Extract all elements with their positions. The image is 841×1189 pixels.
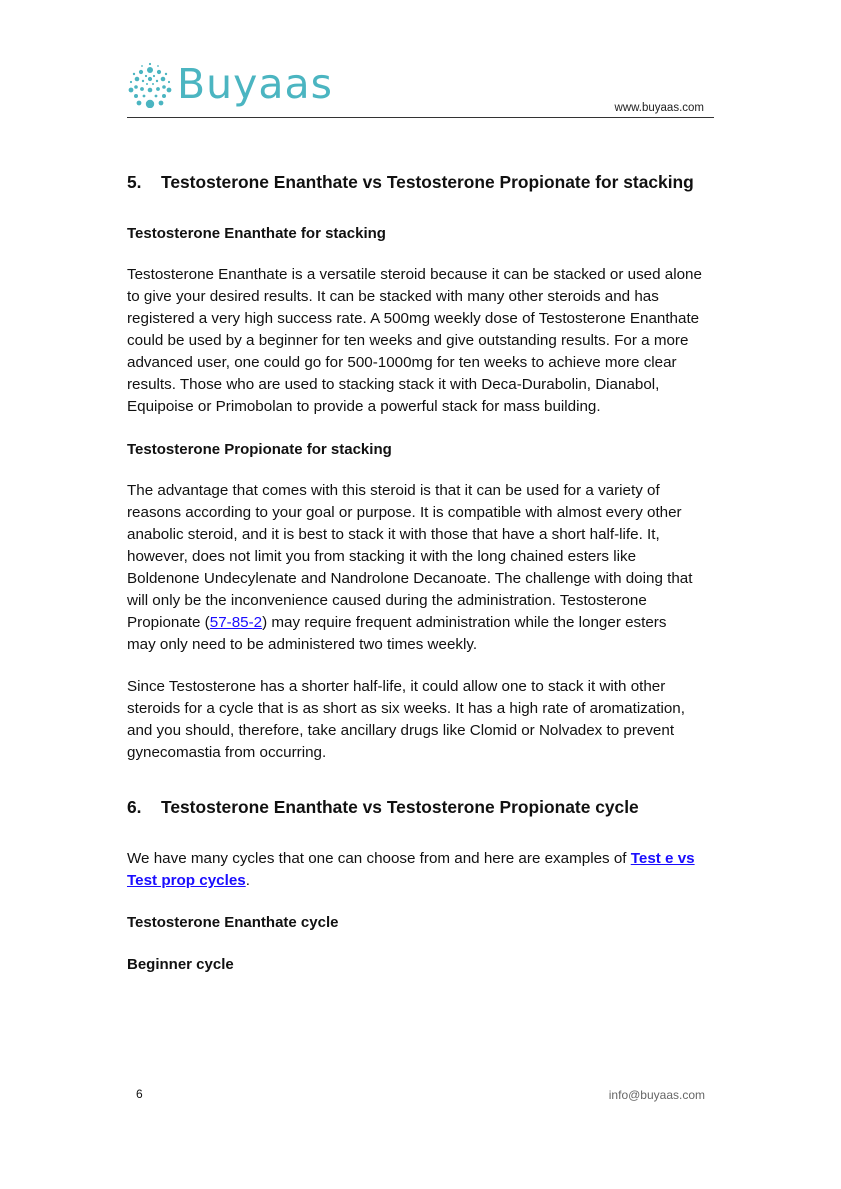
text-line: and you should, therefore, take ancillary drugs like Clomid or Nolvadex to prevent [127,722,675,739]
text-line: Since Testosterone has a shorter half-life, it could allow one to stack it with other [127,678,666,695]
page-header [127,58,714,118]
brand-name: Buyaas [177,60,333,108]
section-title: Testosterone Enanthate vs Testosterone Propionate cycle [161,797,639,817]
text-fragment: We have many cycles that one can choose from and here are examples of [127,850,631,867]
site-url[interactable]: www.buyaas.com [614,102,704,114]
subheading-enanthate-cycle: Testosterone Enanthate cycle [127,914,339,931]
paragraph-half-life [127,676,685,764]
text-line: will only be the inconvenience caused during the administration. Testosterone [127,592,647,609]
text-line: however, does not limit you from stacking it with the long chained esters like [127,548,637,565]
section-title: Testosterone Enanthate vs Testosterone Propionate for stacking [161,172,694,192]
text-line: registered a very high success rate. A 500mg weekly dose of Testosterone Enanthate [127,310,700,327]
text-line: results. Those who are used to stacking stack it with Deca-Durabolin, Dianabol, [127,376,660,393]
subheading-beginner-cycle: Beginner cycle [127,956,234,973]
brand-logo[interactable] [127,60,333,108]
text-line [127,848,695,870]
test-e-vs-test-prop-cycles-link-cont[interactable]: Test prop cycles [127,872,246,889]
text-line: Equipoise or Primobolan to provide a powerful stack for mass building. [127,398,601,415]
text-line: could be used by a beginner for ten weeks and give outstanding results. For a more [127,332,689,349]
dotted-sphere-logo-icon [127,60,173,108]
text-line: to give your desired results. It can be stacked with many other steroids and has [127,288,659,305]
text-line: reasons according to your goal or purpose. It is compatible with almost every other [127,504,682,521]
text-line [127,870,695,892]
test-e-vs-test-prop-cycles-link[interactable]: Test e vs [630,850,695,867]
section-5-heading [127,168,694,196]
text-fragment: . [245,872,250,889]
paragraph-cycles-intro [127,848,695,892]
text-fragment: ) may require frequent administration while the longer esters [262,614,667,631]
text-line: steroids for a cycle that is as short as six weeks. It has a high rate of aromatization, [127,700,685,717]
text-line [127,612,692,634]
text-line: gynecomastia from occurring. [127,744,327,761]
text-line: may only need to be administered two times weekly. [127,636,478,653]
footer-email[interactable]: info@buyaas.com [608,1088,705,1102]
text-fragment: Propionate ( [127,614,210,631]
text-line: The advantage that comes with this steroid is that it can be used for a variety of [127,482,660,499]
subheading-propionate-stacking: Testosterone Propionate for stacking [127,441,392,458]
paragraph-propionate-stacking [127,480,692,656]
section-number: 6. [127,797,142,817]
text-line: advanced user, one could go for 500-1000mg for ten weeks to achieve more clear [127,354,677,371]
text-line: anabolic steroid, and it is best to stack it with those that have a short half-life. It, [127,526,660,543]
cas-number-link[interactable]: 57-85-2 [209,614,263,631]
text-line: Boldenone Undecylenate and Nandrolone Decanoate. The challenge with doing that [127,570,693,587]
section-number: 5. [127,172,142,192]
section-6-heading [127,793,639,821]
subheading-enanthate-stacking: Testosterone Enanthate for stacking [127,225,386,242]
page-number: 6 [136,1087,143,1101]
paragraph-enanthate-stacking [127,264,702,418]
text-line: Testosterone Enanthate is a versatile steroid because it can be stacked or used alone [127,266,702,283]
